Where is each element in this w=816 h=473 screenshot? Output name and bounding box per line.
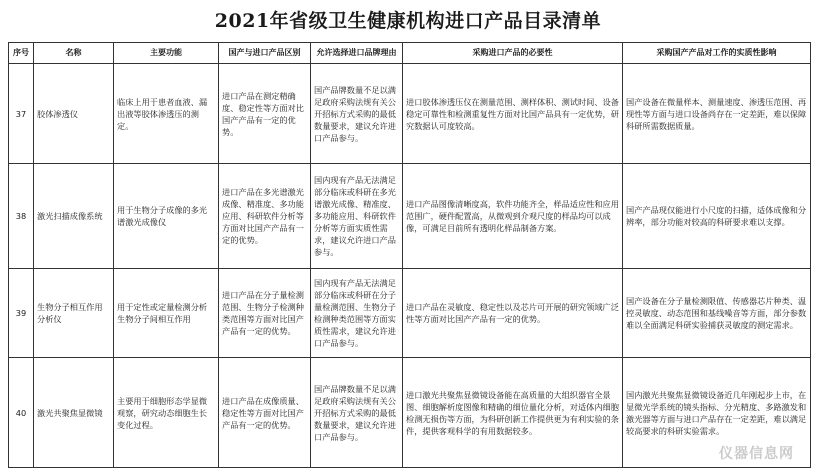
cell-impact: 国内激光共聚焦显微镜设备近几年刚起步上市，在显微光学系统的镜头指标、分光精度、多路激发和激光器等方面与进口产品存在一定差距，难以满足较高要求的科研实验需求。 <box>623 358 811 468</box>
cell-difference: 进口产品在多光谱激光成像、精准度、多功能应用、科研软件分析等方面对比国产产品有一定的优势。 <box>219 164 311 269</box>
cell-name: 激光共聚焦显微镜 <box>34 358 114 468</box>
cell-impact: 国产产品现仅能进行小尺度的扫描，适体成像和分辨率，部分功能对较高的科研要求难以支撑。 <box>623 164 811 269</box>
cell-necessity: 进口胶体渗透压仪在测量范围、测样体积、测试时间、设备稳定可靠性和检测重复性方面对比国产品具有一定优势，研究数据认可度较高。 <box>403 64 623 164</box>
cell-no: 37 <box>9 64 34 164</box>
cell-reason: 国内现有产品无法满足部分临床或科研在分子量检测范围、生物分子检测种类范围等方面实质性需求，建议允许进口产品参与。 <box>311 269 403 358</box>
watermark: 仪器信息网 <box>719 446 794 462</box>
table-row <box>9 269 811 358</box>
header-reason: 允许选择进口品牌理由 <box>311 43 403 64</box>
table-row <box>9 164 811 269</box>
header-impact: 采购国产产品对工作的实质性影响 <box>623 43 811 64</box>
page-title: 2021年省级卫生健康机构进口产品目录清单 <box>214 10 602 32</box>
cell-impact: 国产设备在微量样本、测量速度、渗透压范围、再现性等方面与进口设备尚存在一定差距，难以保障科研所需数据质量。 <box>623 64 811 164</box>
table-row <box>9 64 811 164</box>
cell-necessity: 进口激光共聚焦显微镜设备能在高质量的大组织器官全景图、细胞解析度图像和精确的细位量化分析，对适体内细胞检测无损伤等方面，为科研创新工作提供更为有利实验的条件，提供客观科学的有用数据较多。 <box>403 358 623 468</box>
header-no: 序号 <box>9 43 34 64</box>
cell-function: 用于定性或定量检测分析生物分子间相互作用 <box>114 269 219 358</box>
cell-difference: 进口产品在分子量检测范围、生物分子检测种类范围等方面对比国产产品有一定的优势。 <box>219 269 311 358</box>
header-difference: 国产与进口产品区别 <box>219 43 311 64</box>
cell-function: 主要用于细胞形态学显微观察，研究动态细胞生长变化过程。 <box>114 358 219 468</box>
cell-name: 生物分子相互作用分析仪 <box>34 269 114 358</box>
cell-function: 临床上用于患者血液、漏出液等胶体渗透压的测定。 <box>114 64 219 164</box>
cell-reason: 国内现有产品无法满足部分临床或科研在多光谱激光成像、精准度、多功能应用、科研软件分析等方面实质性需求，建议允许进口产品参与。 <box>311 164 403 269</box>
cell-name: 激光扫描成像系统 <box>34 164 114 269</box>
cell-reason: 国产品牌数量不足以满足政府采购法规有关公开招标方式采购的最低数量要求，建议允许进口产品参与。 <box>311 64 403 164</box>
table-row <box>9 358 811 468</box>
table-header-row <box>9 43 811 64</box>
import-products-table <box>8 42 811 468</box>
header-name: 名称 <box>34 43 114 64</box>
cell-no: 38 <box>9 164 34 269</box>
cell-impact: 国产设备在分子量检测限值、传感器芯片种类、温控灵敏度、动态范围和基线噪音等方面，部分参数难以全面满足科研实验捕获灵敏度的测定需求。 <box>623 269 811 358</box>
header-necessity: 采购进口产品的必要性 <box>403 43 623 64</box>
cell-function: 用于生物分子成像的多光谱激光成像仪 <box>114 164 219 269</box>
cell-no: 39 <box>9 269 34 358</box>
cell-reason: 国产品牌数量不足以满足政府采购法规有关公开招标方式采购的最低数量要求，建议允许进口产品参与。 <box>311 358 403 468</box>
cell-necessity: 进口产品图像清晰度高，软件功能齐全，样品适应性和应用范围广，硬件配置高，从微观到介观尺度的样品均可以成像，可满足目前所有透明化样品制备方案。 <box>403 164 623 269</box>
cell-necessity: 进口产品在灵敏度、稳定性以及芯片可开展的研究领域广泛性等方面对比国产产品有一定的优势。 <box>403 269 623 358</box>
cell-no: 40 <box>9 358 34 468</box>
cell-difference: 进口产品在成像质量、稳定性等方面对比国产产品有一定的优势。 <box>219 358 311 468</box>
cell-name: 胶体渗透仪 <box>34 64 114 164</box>
cell-difference: 进口产品在测定精确度、稳定性等方面对比国产产品有一定的优势。 <box>219 64 311 164</box>
header-function: 主要功能 <box>114 43 219 64</box>
